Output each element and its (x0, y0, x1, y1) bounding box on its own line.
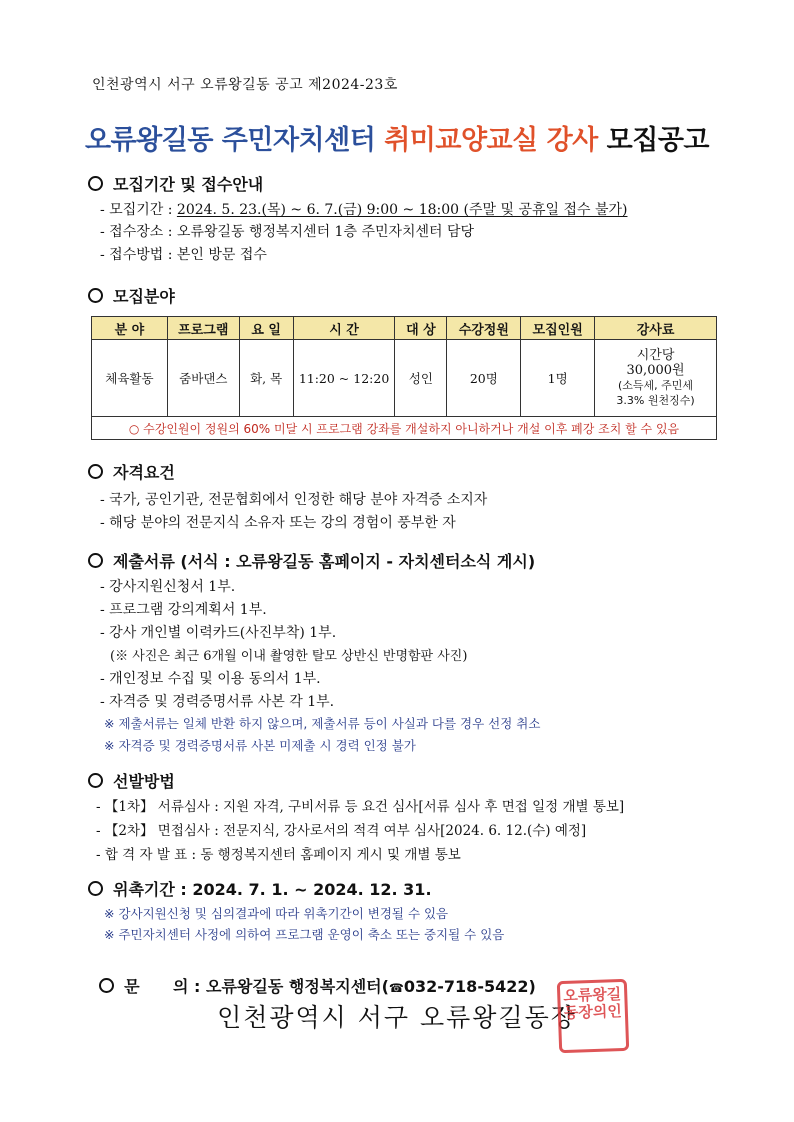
col-header-fee: 강사료 (595, 317, 717, 340)
page-title (0, 118, 794, 157)
circle-bullet-icon (88, 881, 103, 896)
period-heading: 모집기간 및 접수안내 (88, 172, 263, 195)
col-header-capacity: 수강정원 (447, 317, 521, 340)
document-note: ※ 제출서류는 일체 반환 하지 않으며, 제출서류 등이 사실과 다를 경우 선정 취소 (104, 716, 541, 731)
document-item: - 프로그램 강의계획서 1부. (100, 602, 267, 618)
document-item: - 강사 개인별 이력카드(사진부착) 1부. (100, 625, 337, 641)
closure-warning: ○ 수강인원이 정원의 60% 미달 시 프로그램 강좌를 개설하지 아니하거나 개설 이후 폐강 조치 할 수 있음 (92, 417, 717, 440)
term-heading: 위촉기간 : 2024. 7. 1. ~ 2024. 12. 31. (88, 877, 432, 900)
qualification-item: - 국가, 공인기관, 전문협회에서 인정한 해당 분야 자격증 소지자 (100, 492, 488, 508)
qualification-heading: 자격요건 (88, 460, 175, 483)
col-header-recruits: 모집인원 (521, 317, 595, 340)
circle-bullet-icon (88, 464, 103, 479)
document-item: - 강사지원신청서 1부. (100, 579, 236, 595)
table-row (92, 340, 717, 417)
method-line: - 접수방법 : 본인 방문 접수 (100, 247, 267, 263)
table-header-row (92, 317, 717, 340)
closing-authority: 인천광역시 서구 오류왕길동장 (217, 1003, 577, 1032)
col-header-target: 대 상 (395, 317, 447, 340)
place-line: - 접수장소 : 오류왕길동 행정복지센터 1층 주민자치센터 담당 (100, 224, 475, 240)
cell-days: 화, 목 (239, 340, 293, 417)
selection-item: - 【2차】 면접심사 : 전문지식, 강사로서의 적격 여부 심사[2024. 6. 12.(수) 예정] (96, 823, 587, 839)
table-warning-row (92, 417, 717, 440)
circle-bullet-icon (88, 176, 103, 191)
cell-fee: 시간당 30,000원 (소득세, 주민세 3.3% 원천징수) (595, 340, 717, 417)
contact-line: 문 의 : 오류왕길동 행정복지센터(☎032-718-5422) (88, 955, 536, 997)
documents-heading: 제출서류 (서식 : 오류왕길동 홈페이지 - 자치센터소식 게시) (88, 549, 535, 572)
qualification-item: - 해당 분야의 전문지식 소유자 또는 강의 경험이 풍부한 자 (100, 515, 456, 531)
selection-heading: 선발방법 (88, 769, 175, 792)
document-item: - 자격증 및 경력증명서류 사본 각 1부. (100, 694, 335, 710)
term-note: ※ 강사지원신청 및 심의결과에 따라 위촉기간이 변경될 수 있음 (104, 906, 449, 921)
circle-bullet-icon (88, 288, 103, 303)
notice-number: 인천광역시 서구 오류왕길동 공고 제2024-23호 (92, 77, 398, 93)
cell-program: 줌바댄스 (167, 340, 239, 417)
selection-item: - 【1차】 서류심사 : 지원 자격, 구비서류 등 요건 심사[서류 심사 후 면접 일정 개별 통보] (96, 799, 625, 815)
recruit-table (91, 316, 717, 440)
circle-bullet-icon (88, 773, 103, 788)
official-seal: 오류왕길 동장의인 (557, 979, 629, 1053)
field-heading: 모집분야 (88, 284, 175, 307)
document-note: ※ 자격증 및 경력증명서류 사본 미제출 시 경력 인정 불가 (104, 738, 416, 753)
col-header-days: 요 일 (239, 317, 293, 340)
col-header-program: 프로그램 (167, 317, 239, 340)
circle-bullet-icon (99, 978, 114, 993)
cell-capacity: 20명 (447, 340, 521, 417)
document-item: - 개인정보 수집 및 이용 동의서 1부. (100, 671, 321, 687)
period-value: 2024. 5. 23.(목) ~ 6. 7.(금) 9:00 ~ 18:00 (주말 및 공휴일 접수 불가) (176, 202, 628, 218)
title-part-center: 오류왕길동 주민자치센터 (85, 125, 385, 156)
col-header-time: 시 간 (293, 317, 395, 340)
cell-time: 11:20 ~ 12:20 (293, 340, 395, 417)
phone-icon: ☎ (388, 981, 404, 995)
cell-recruits: 1명 (521, 340, 595, 417)
term-note: ※ 주민자치센터 사정에 의하여 프로그램 운영이 축소 또는 중지될 수 있음 (104, 927, 505, 942)
photo-note: (※ 사진은 최근 6개월 이내 촬영한 탈모 상반신 반명함판 사진) (110, 649, 468, 664)
cell-target: 성인 (395, 340, 447, 417)
circle-bullet-icon (88, 553, 103, 568)
title-part-class: 취미교양교실 강사 (384, 125, 598, 156)
selection-item: - 합 격 자 발 표 : 동 행정복지센터 홈페이지 게시 및 개별 통보 (96, 847, 461, 863)
col-header-field: 분 야 (92, 317, 168, 340)
cell-field: 체육활동 (92, 340, 168, 417)
title-part-recruit: 모집공고 (597, 125, 709, 156)
period-line: - 모집기간 : 2024. 5. 23.(목) ~ 6. 7.(금) 9:00 ~ 18:00 (주말 및 공휴일 접수 불가) (100, 202, 628, 218)
